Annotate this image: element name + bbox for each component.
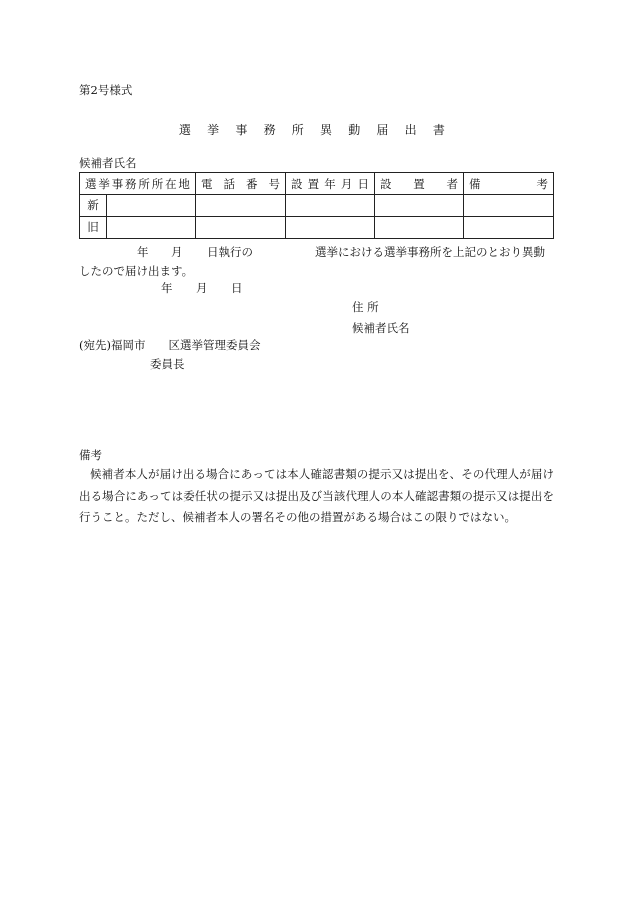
statement-month: 月 — [171, 245, 183, 259]
date-year: 年 — [161, 281, 173, 295]
header-char: 置 — [307, 176, 320, 191]
header-char: 事 — [111, 176, 124, 191]
document-title: 選 挙 事 務 所 異 動 届 出 書 — [178, 123, 452, 137]
row-label-old-text: 旧 — [80, 217, 107, 238]
row-label-old — [80, 217, 196, 239]
table-cell[interactable] — [107, 195, 195, 216]
applicant-name-label: 候補者氏名 — [352, 321, 410, 335]
header-char: 日 — [357, 176, 369, 191]
form-number: 第2号様式 — [79, 83, 133, 97]
header-phone-number — [196, 173, 286, 195]
date-day: 日 — [231, 281, 243, 295]
statement-election-text: 選挙における選挙事務所を上記のとおり異動 — [315, 245, 545, 259]
table-row-old — [80, 217, 554, 239]
row-label-new — [80, 195, 196, 217]
header-char: 電 — [201, 176, 213, 191]
header-char: 設 — [380, 176, 392, 191]
office-change-table — [79, 172, 554, 239]
submission-date — [79, 280, 279, 296]
table-row-new — [80, 195, 554, 217]
header-char: 番 — [246, 176, 258, 191]
table-cell[interactable] — [286, 217, 375, 239]
table-cell[interactable] — [464, 217, 554, 239]
table-cell[interactable] — [196, 195, 286, 217]
table-header-row — [80, 173, 554, 195]
date-month: 月 — [196, 281, 208, 295]
addressee-line: (宛先)福岡市 区選挙管理委員会 — [79, 338, 261, 352]
header-office-address — [80, 173, 196, 195]
header-char: 在 — [165, 176, 177, 191]
header-char: 年 — [324, 176, 336, 191]
remarks-heading: 備考 — [79, 448, 102, 462]
candidate-name-label: 候補者氏名 — [79, 156, 137, 170]
statement-year: 年 — [137, 245, 149, 259]
header-char: 務 — [125, 176, 137, 191]
header-char: 地 — [178, 176, 190, 191]
header-char: 選 — [85, 176, 97, 191]
header-char: 備 — [469, 176, 481, 191]
statement-line-1 — [79, 244, 555, 260]
table-cell[interactable] — [375, 217, 464, 239]
header-remarks — [464, 173, 554, 195]
header-char: 置 — [413, 176, 425, 191]
header-char: 話 — [223, 176, 235, 191]
header-char: 者 — [446, 176, 458, 191]
header-char: 考 — [536, 176, 548, 191]
statement-line-2: したので届け出ます。 — [79, 264, 194, 278]
header-char: 号 — [268, 176, 280, 191]
header-established-date — [286, 173, 375, 195]
header-char: 所 — [138, 176, 150, 191]
table-cell[interactable] — [286, 195, 375, 217]
header-char: 所 — [151, 176, 164, 191]
header-establisher — [375, 173, 464, 195]
address-label: 住 所 — [352, 300, 379, 314]
header-char: 月 — [340, 176, 353, 191]
table-cell[interactable] — [107, 217, 195, 238]
header-char: 設 — [291, 176, 303, 191]
header-char: 挙 — [98, 176, 110, 191]
remarks-text: 候補者本人が届け出る場合にあっては本人確認書類の提示又は提出を、その代理人が届け出る場合にあっては委任状の提示又は提出及び当該代理人の本人確認書類の提示又は提出を行うこと。ただし、候補者本人の署名その他の措置がある場合はこの限りではない。 — [79, 467, 554, 524]
statement-day-exec: 日執行の — [207, 245, 253, 259]
row-label-new-text: 新 — [80, 195, 107, 216]
table-cell[interactable] — [464, 195, 554, 217]
table-cell[interactable] — [375, 195, 464, 217]
addressee-title: 委員長 — [150, 357, 185, 371]
table-cell[interactable] — [196, 217, 286, 239]
